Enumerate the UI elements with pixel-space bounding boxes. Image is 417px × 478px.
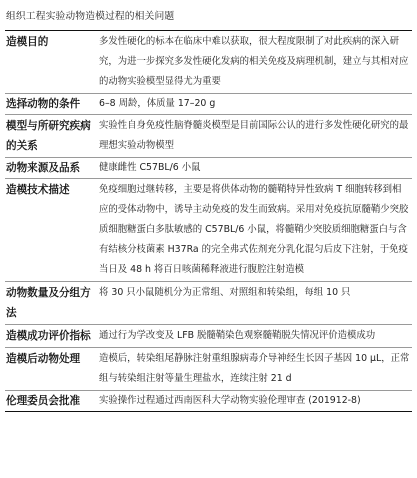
row-value: 将 30 只小鼠随机分为正常组、对照组和转染组，每组 10 只 <box>99 287 351 298</box>
row-label: 造模后动物处理 <box>6 353 81 365</box>
table-row-grouping <box>5 282 412 325</box>
table-row-post-treatment <box>5 348 412 391</box>
row-value: 健康雌性 C57BL/6 小鼠 <box>99 162 201 173</box>
row-label: 动物来源及品系 <box>6 162 81 174</box>
row-value: 通过行为学改变及 LFB 脱髓鞘染色观察髓鞘脱失情况评价造模成功 <box>99 330 376 341</box>
row-label: 造模技术描述 <box>6 184 70 196</box>
row-label: 动物数量及分组方法 <box>6 287 91 319</box>
row-label: 模型与所研究疾病的关系 <box>6 120 91 152</box>
row-label: 造模目的 <box>6 36 49 48</box>
table-title: 组织工程实验动物造模过程的相关问题 <box>6 11 175 22</box>
table-bottom-rule <box>5 411 412 412</box>
table-row-ethics <box>5 391 412 411</box>
table-row-source-strain <box>5 158 412 179</box>
info-table <box>5 31 412 411</box>
row-value: 实验操作过程通过西南医科大学动物实验伦理审查 (201912-8) <box>99 395 361 406</box>
row-value: 多发性硬化的标本在临床中难以获取，很大程度限制了对此疾病的深入研究，为进一步探究多发性硬化发病的相关免疫及病理机制，建立与其相对应的动物实验模型显得尤为重要 <box>99 36 409 87</box>
table-row-evaluation <box>5 325 412 348</box>
table-row-animal-conditions <box>5 94 412 115</box>
table-row-technique <box>5 179 412 282</box>
row-label: 造模成功评价指标 <box>6 330 91 342</box>
row-value: 实验性自身免疫性脑脊髓炎模型是目前国际公认的进行多发性硬化研究的最理想实验动物模型 <box>99 120 409 151</box>
row-value: 造模后，转染组尾静脉注射重组腺病毒介导神经生长因子基因 10 μL，正常组与转染组注射等量生理盐水，连续注射 21 d <box>99 353 410 384</box>
row-value: 免疫细胞过继转移，主要是将供体动物的髓鞘特异性致病 T 细胞转移到相应的受体动物中，诱导主动免疫的发生而致病。采用对免疫抗原髓鞘少突胶质细胞糖蛋白多肽敏感的 C57BL/6 小鼠，将髓鞘少突胶质细胞糖蛋白与含有结核分枝菌素 H37Ra 的完全弗式佐剂充分乳化混匀后皮下注射，于免疫当日及 48 h 将百日咳菌稀释液进行腹腔注射造模 <box>99 184 409 275</box>
table-row-purpose <box>5 31 412 94</box>
row-label: 伦理委员会批准 <box>6 395 81 407</box>
row-value: 6–8 周龄，体质量 17–20 g <box>99 98 216 109</box>
table-row-model-relation <box>5 115 412 158</box>
row-label: 选择动物的条件 <box>6 98 81 110</box>
